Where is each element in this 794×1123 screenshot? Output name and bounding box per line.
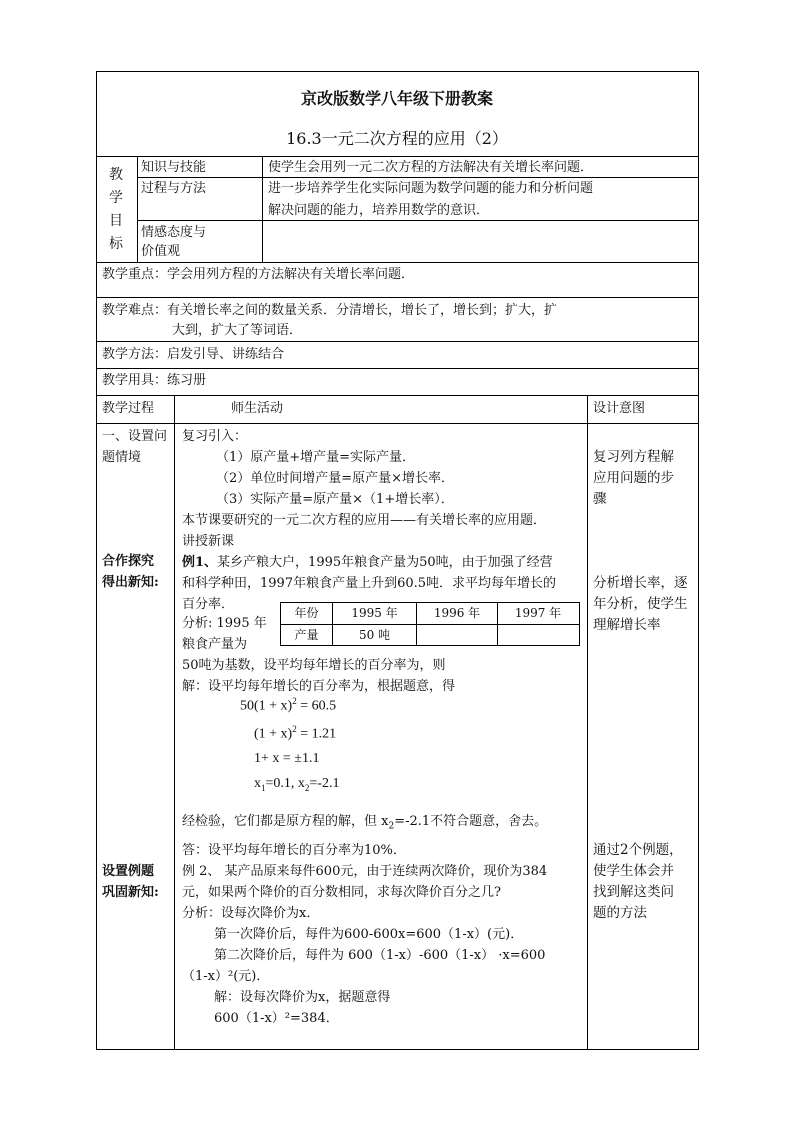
activity-line: 粮食产量为 [182,637,248,652]
page-title: 京改版数学八年级下册教案 [300,89,493,108]
activity-line: 分析: 1995 年 [182,616,267,631]
equation: $x_1=0.1$, $x_2=-2.1$ [254,776,340,793]
rule [96,395,699,396]
stage-label: 得出新知: [102,575,159,590]
activity-line: 600（1-x）²=384． [214,1011,339,1026]
rule [96,423,699,424]
activity-line: 解：设每次降价为x，据题意得 [214,990,391,1005]
activity-line: 本节课要研究的一元二次方程的应用——有关增长率的应用题． [182,513,547,528]
objective-content: 解决问题的能力，培养用数学的意识． [268,203,490,218]
table-border-right [698,71,699,1050]
activity-line: 分析：设每次降价为x． [182,906,320,921]
intent-line: 复习列方程解 [593,449,674,465]
equation: $50(1 + x)^2 = 60.5$ [240,696,337,714]
table-border-left [96,71,97,1050]
stage-label: 设置例题 [102,864,155,879]
activity-line: （1）原产量+增产量=实际产量． [216,450,416,465]
objective-name: 价值观 [141,244,181,259]
activity-line: 复习引入： [182,429,248,444]
rule [174,395,175,1050]
objective-content: 进一步培养学生化实际问题为数学问题的能力和分析问题 [268,181,594,196]
activity-line: 第一次降价后，每件为600-600x=600（1-x）(元)． [214,927,524,942]
objective-name: 情感态度与 [141,225,207,240]
activity-line: （2）单位时间增产量=原产量×增长率． [216,471,455,486]
intent-line: 分析增长率，逐 [593,575,688,591]
activity-line: 元，如果两个降价的百分数相同，求每次降价百分之几? [182,885,501,900]
objectives-label-char: 学 [109,190,123,206]
activity-line: 解：设平均每年增长的百分率为，根据题意，得 [182,679,456,694]
intent-line: 通过2个例题， [593,842,683,858]
objectives-label-char: 目 [109,213,123,229]
activity-line: 和科学种田，1997年粮食产量上升到60.5吨．求平均每年增长的 [182,576,557,591]
teaching-tools: 教学用具：练习册 [102,373,207,388]
activity-line: 50吨为基数，设平均每年增长的百分率为，则 [182,658,446,673]
process-header-intent: 设计意图 [593,401,646,416]
activity-line: （1-x）²(元)． [182,969,270,984]
difficulty-line: 大到，扩大了等词语． [172,323,303,338]
stage-label: 一、设置问 [102,429,168,444]
example-text: 某乡产粮大户，1995年粮食产量为50吨，由于加强了经营 [217,555,553,570]
teaching-method: 教学方法：启发引导、讲练结合 [102,347,285,362]
rule [137,177,699,178]
rule [96,297,699,298]
intent-line: 使学生体会并 [593,863,674,879]
equation: 1+ x = ±1.1 [254,751,320,766]
rule [137,156,138,263]
activity-line: 讲授新课 [182,534,235,549]
rule [587,395,588,1050]
rule [262,156,263,263]
yield-table-header: 1996 年 [433,606,481,620]
lesson-subtitle: 16.3一元二次方程的应用（2） [286,129,508,148]
intent-line: 找到解这类问 [593,884,674,900]
stage-label: 巩固新知: [102,885,159,900]
activity-line: 百分率． [182,597,235,612]
intent-line: 题的方法 [593,905,647,921]
table-border-bottom [96,1049,699,1050]
example-label: 例1、 [182,555,218,570]
yield-table-cell: 产量 [294,628,319,642]
activity-line: 经检验，它们都是原方程的解，但 $x_2=-2.1$不符合题意，舍去。 [182,814,548,832]
process-header-activity: 师生活动 [231,401,284,416]
stage-label: 合作探究 [102,554,155,569]
rule [137,220,699,221]
yield-table-header: 1997 年 [514,606,562,620]
rule [96,262,699,263]
rule [96,341,699,342]
objective-name: 知识与技能 [141,160,207,175]
objectives-label-char: 教 [109,167,123,183]
rule [96,368,699,369]
yield-table-header: 年份 [294,606,319,620]
table-border-top [96,71,699,72]
activity-line: 第二次降价后，每件为 600（1-x）-600（1-x） ·x=600 [214,948,546,963]
objective-name: 过程与方法 [141,181,207,196]
stage-label: 题情境 [102,450,142,465]
equation: $(1 + x)^2 = 1.21$ [254,724,337,742]
process-header-stage: 教学过程 [102,401,155,416]
activity-line: 例 2、 某产品原来每件600元，由于连续两次降价，现价为384 [182,864,548,879]
rule [96,156,699,157]
intent-line: 应用问题的步 [593,470,674,486]
objectives-label-char: 标 [109,236,123,252]
yield-table-header: 1995 年 [351,606,398,620]
rule [281,624,579,625]
key-point: 教学重点：学会用列方程的方法解决有关增长率问题． [102,267,415,282]
example-1 [182,552,553,573]
intent-line: 骤 [593,491,607,507]
activity-line: （3）实际产量=原产量×（1+增长率）． [216,492,454,507]
activity-line: 答：设平均每年增长的百分率为10%． [182,843,406,858]
yield-table-cell: 50 吨 [358,628,391,642]
intent-line: 理解增长率 [593,617,661,633]
intent-line: 年分析，使学生 [593,596,688,612]
objective-content: 使学生会用列一元二次方程的方法解决有关增长率问题． [268,160,594,175]
difficulty-line: 教学难点：有关增长率之间的数量关系．分清增长，增长了，增长到；扩大，扩 [102,303,558,318]
